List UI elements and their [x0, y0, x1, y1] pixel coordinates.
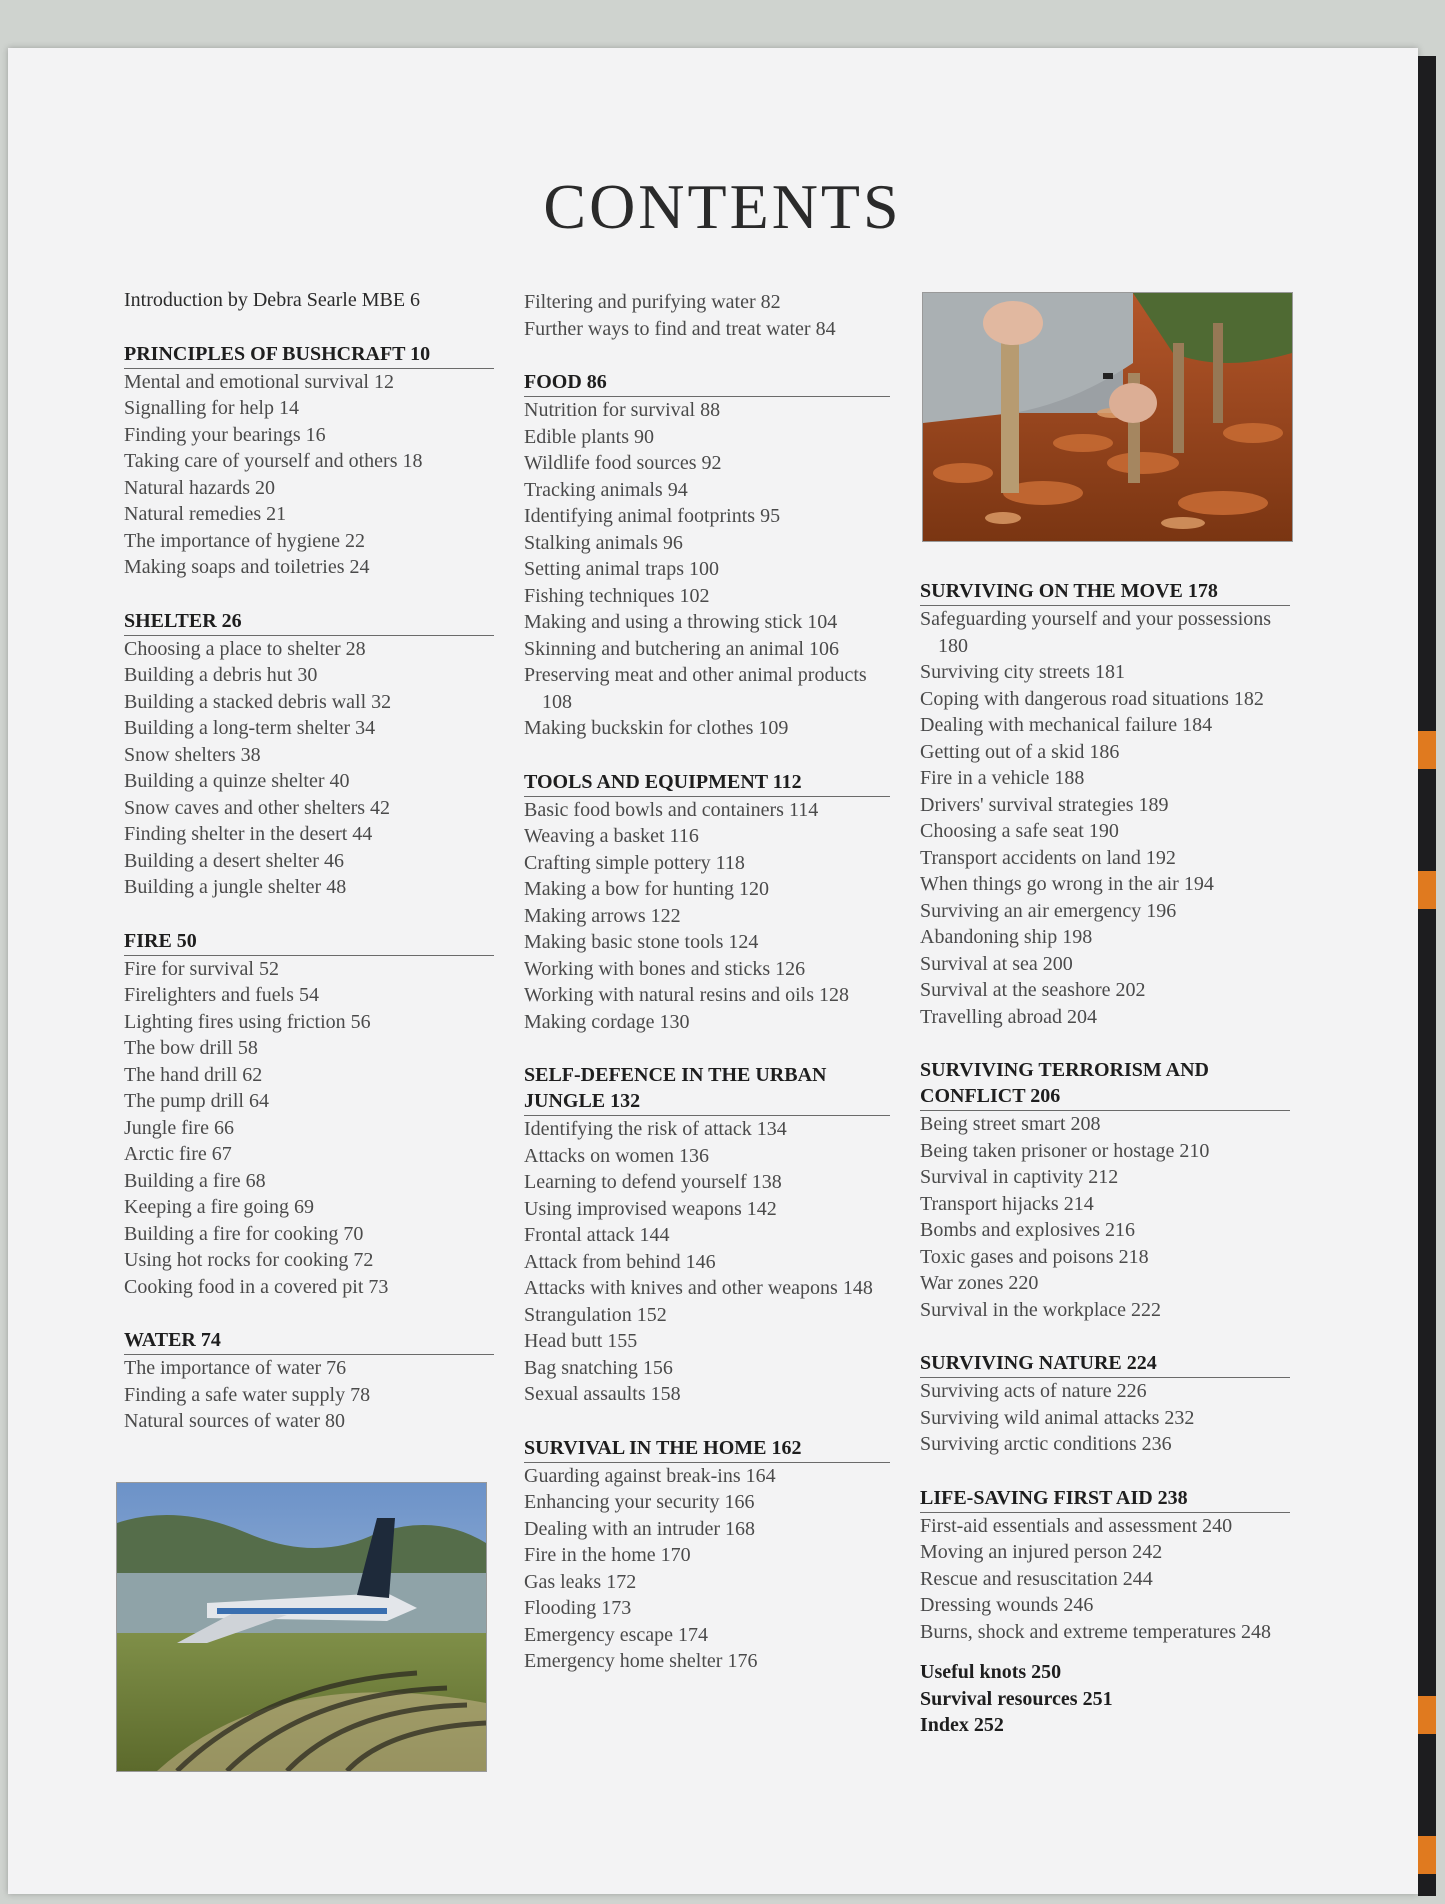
- contents-entry[interactable]: Making buckskin for clothes 109: [524, 717, 789, 739]
- section-heading[interactable]: LIFE-SAVING FIRST AID 238: [920, 1485, 1290, 1513]
- contents-entry[interactable]: Tracking animals 94: [524, 478, 688, 501]
- spine-tab: [1418, 1696, 1436, 1734]
- contents-entry[interactable]: Sexual assaults 158: [524, 1383, 681, 1405]
- contents-entry[interactable]: Attacks with knives and other weapons 148: [524, 1277, 873, 1299]
- contents-entry[interactable]: Snow caves and other shelters 42: [124, 796, 391, 819]
- contents-entry[interactable]: Choosing a place to shelter 28: [124, 637, 366, 660]
- section-heading[interactable]: FOOD 86: [524, 369, 890, 397]
- contents-entry[interactable]: Gas leaks 172: [524, 1570, 637, 1593]
- contents-entry[interactable]: Enhancing your security 166: [524, 1491, 755, 1513]
- section-heading[interactable]: SURVIVING ON THE MOVE 178: [920, 578, 1290, 606]
- contents-entry[interactable]: Snow shelters 38: [124, 743, 261, 766]
- contents-entry[interactable]: Bombs and explosives 216: [920, 1219, 1135, 1241]
- contents-entry[interactable]: Transport accidents on land 192: [920, 846, 1176, 869]
- contents-entry[interactable]: Surviving arctic conditions 236: [920, 1433, 1172, 1455]
- spine-tab: [1418, 731, 1436, 769]
- contents-entry[interactable]: The hand drill 62: [124, 1063, 263, 1086]
- contents-entry[interactable]: Toxic gases and poisons 218: [920, 1245, 1149, 1268]
- contents-entry[interactable]: Surviving an air emergency 196: [920, 899, 1177, 922]
- contents-entry[interactable]: Using improvised weapons 142: [524, 1197, 777, 1220]
- section-heading[interactable]: FIRE 50: [124, 928, 494, 956]
- contents-entry[interactable]: The bow drill 58: [124, 1037, 258, 1059]
- contents-entry[interactable]: Surviving acts of nature 226: [920, 1380, 1147, 1402]
- contents-entry[interactable]: Guarding against break-ins 164: [524, 1464, 776, 1487]
- contents-entry[interactable]: Jungle fire 66: [124, 1116, 234, 1139]
- contents-entry[interactable]: Burns, shock and extreme temperatures 248: [920, 1620, 1272, 1643]
- contents-entry[interactable]: Basic food bowls and containers 114: [524, 798, 819, 821]
- contents-entry[interactable]: Edible plants 90: [524, 425, 654, 448]
- contents-entry[interactable]: Wildlife food sources 92: [524, 452, 722, 474]
- photo-trap-building: [922, 292, 1293, 542]
- contents-entry[interactable]: Fire in a vehicle 188: [920, 767, 1085, 789]
- contents-entry[interactable]: War zones 220: [920, 1272, 1039, 1294]
- contents-entry[interactable]: Attack from behind 146: [524, 1250, 716, 1273]
- section-heading[interactable]: SURVIVING TERRORISM AND CONFLICT 206: [920, 1057, 1290, 1111]
- contents-entry[interactable]: Keeping a fire going 69: [124, 1196, 314, 1218]
- contents-entry[interactable]: Emergency escape 174: [524, 1623, 708, 1646]
- contents-entry[interactable]: Abandoning ship 198: [920, 926, 1093, 948]
- contents-entry[interactable]: Working with bones and sticks 126: [524, 957, 806, 980]
- contents-entry[interactable]: The importance of water 76: [124, 1357, 347, 1379]
- contents-entry[interactable]: Drivers' survival strategies 189: [920, 793, 1169, 816]
- contents-column-3: [920, 578, 1290, 1739]
- contents-entry[interactable]: Identifying the risk of attack 134: [524, 1118, 787, 1140]
- contents-entry[interactable]: Finding a safe water supply 78: [124, 1383, 371, 1406]
- contents-entry[interactable]: Survival at the seashore 202: [920, 979, 1146, 1001]
- contents-entry[interactable]: Building a fire for cooking 70: [124, 1222, 364, 1245]
- contents-entry[interactable]: Emergency home shelter 176: [524, 1650, 758, 1672]
- contents-entry[interactable]: First-aid essentials and assessment 240: [920, 1514, 1233, 1537]
- spine-tab: [1418, 871, 1436, 909]
- contents-intro-entry[interactable]: Introduction by Debra Searle MBE 6: [124, 289, 421, 311]
- contents-entry[interactable]: Stalking animals 96: [524, 531, 683, 554]
- contents-entry[interactable]: Making soaps and toiletries 24: [124, 556, 370, 578]
- contents-entry[interactable]: Fire in the home 170: [524, 1544, 691, 1566]
- photo-plane-crash-image: [117, 1483, 486, 1771]
- contents-entry[interactable]: Rescue and resuscitation 244: [920, 1567, 1153, 1590]
- contents-entry[interactable]: Fire for survival 52: [124, 957, 279, 980]
- contents-entry[interactable]: Dealing with an intruder 168: [524, 1517, 756, 1540]
- contents-entry[interactable]: Natural remedies 21: [124, 503, 287, 525]
- spine-tab: [1418, 1836, 1436, 1874]
- contents-entry[interactable]: Working with natural resins and oils 128: [524, 984, 850, 1006]
- contents-entry[interactable]: Mental and emotional survival 12: [124, 370, 394, 393]
- contents-entry[interactable]: Survival in the workplace 222: [920, 1298, 1162, 1321]
- contents-entry[interactable]: Building a long-term shelter 34: [124, 717, 376, 739]
- contents-entry[interactable]: Weaving a basket 116: [524, 825, 699, 847]
- section-heading[interactable]: SURVIVING NATURE 224: [920, 1350, 1290, 1378]
- contents-entry[interactable]: Flooding 173: [524, 1597, 632, 1619]
- contents-entry[interactable]: Natural hazards 20: [124, 476, 276, 499]
- contents-entry[interactable]: Setting animal traps 100: [524, 558, 719, 580]
- contents-entry[interactable]: The pump drill 64: [124, 1090, 269, 1112]
- contents-entry[interactable]: Building a desert shelter 46: [124, 849, 344, 872]
- contents-entry[interactable]: Travelling abroad 204: [920, 1005, 1098, 1028]
- contents-entry[interactable]: Taking care of yourself and others 18: [124, 450, 423, 472]
- contents-entry[interactable]: Moving an injured person 242: [920, 1541, 1163, 1563]
- contents-entry[interactable]: Dealing with mechanical failure 184: [920, 714, 1213, 736]
- contents-entry[interactable]: Transport hijacks 214: [920, 1192, 1094, 1215]
- contents-entry[interactable]: Surviving wild animal attacks 232: [920, 1406, 1195, 1429]
- contents-entry[interactable]: Finding shelter in the desert 44: [124, 823, 373, 845]
- section-heading[interactable]: SURVIVAL IN THE HOME 162: [524, 1435, 890, 1463]
- contents-entry[interactable]: Firelighters and fuels 54: [124, 984, 319, 1006]
- contents-entry[interactable]: Learning to defend yourself 138: [524, 1171, 782, 1193]
- contents-entry[interactable]: Building a quinze shelter 40: [124, 770, 350, 792]
- contents-entry[interactable]: Strangulation 152: [524, 1303, 667, 1326]
- contents-entry[interactable]: Nutrition for survival 88: [524, 399, 721, 421]
- contents-entry[interactable]: Preserving meat and other animal products 108: [524, 664, 867, 713]
- contents-entry[interactable]: Making cordage 130: [524, 1010, 690, 1033]
- contents-entry[interactable]: Surviving city streets 181: [920, 661, 1125, 683]
- contents-entry[interactable]: Further ways to find and treat water 84: [524, 317, 836, 340]
- section-heading[interactable]: SELF-DEFENCE IN THE URBAN JUNGLE 132: [524, 1062, 890, 1116]
- section-heading[interactable]: PRINCIPLES OF BUSHCRAFT 10: [124, 341, 494, 369]
- contents-entry[interactable]: Survival at sea 200: [920, 952, 1073, 975]
- contents-entry[interactable]: Safeguarding yourself and your possessions 180: [920, 608, 1272, 657]
- contents-entry[interactable]: Head butt 155: [524, 1330, 638, 1352]
- contents-entry[interactable]: Frontal attack 144: [524, 1224, 670, 1246]
- contents-end-entry[interactable]: Survival resources 251: [920, 1687, 1113, 1710]
- contents-entry[interactable]: Being street smart 208: [920, 1113, 1101, 1135]
- contents-entry[interactable]: When things go wrong in the air 194: [920, 873, 1214, 895]
- photo-plane-crash: [116, 1482, 487, 1772]
- section-heading[interactable]: TOOLS AND EQUIPMENT 112: [524, 769, 890, 797]
- contents-entry[interactable]: The importance of hygiene 22: [124, 529, 366, 552]
- spacer: [920, 1645, 1290, 1659]
- contents-entry[interactable]: Building a debris hut 30: [124, 664, 318, 686]
- contents-entry[interactable]: Dressing wounds 246: [920, 1594, 1094, 1616]
- contents-entry[interactable]: Making arrows 122: [524, 904, 681, 927]
- contents-entry[interactable]: Skinning and butchering an animal 106: [524, 637, 839, 660]
- contents-entry[interactable]: Using hot rocks for cooking 72: [124, 1249, 374, 1271]
- contents-entry[interactable]: Arctic fire 67: [124, 1143, 232, 1165]
- contents-entry[interactable]: Building a stacked debris wall 32: [124, 690, 392, 713]
- photo-trap-building-image: [923, 293, 1292, 541]
- section-heading[interactable]: WATER 74: [124, 1327, 494, 1355]
- section-heading[interactable]: SHELTER 26: [124, 608, 494, 636]
- contents-entry[interactable]: Natural sources of water 80: [124, 1410, 346, 1432]
- contents-entry[interactable]: Building a fire 68: [124, 1169, 266, 1192]
- contents-entry[interactable]: Cooking food in a covered pit 73: [124, 1275, 389, 1298]
- contents-entry[interactable]: Being taken prisoner or hostage 210: [920, 1139, 1210, 1162]
- contents-entry[interactable]: Getting out of a skid 186: [920, 740, 1120, 763]
- contents-column-1: [124, 287, 494, 1435]
- contents-entry[interactable]: Choosing a safe seat 190: [920, 820, 1119, 842]
- contents-entry[interactable]: Building a jungle shelter 48: [124, 876, 347, 898]
- contents-entry[interactable]: Bag snatching 156: [524, 1356, 673, 1379]
- contents-entry[interactable]: Making basic stone tools 124: [524, 931, 759, 953]
- contents-end-entry[interactable]: Useful knots 250: [920, 1661, 1062, 1683]
- book-spine: [1418, 56, 1436, 1896]
- contents-entry[interactable]: Attacks on women 136: [524, 1144, 709, 1167]
- contents-entry[interactable]: Making a bow for hunting 120: [524, 878, 769, 900]
- contents-entry[interactable]: Crafting simple pottery 118: [524, 851, 745, 874]
- contents-column-2: [524, 289, 890, 1675]
- contents-entry[interactable]: Lighting fires using friction 56: [124, 1010, 371, 1033]
- contents-entry[interactable]: Signalling for help 14: [124, 397, 299, 419]
- contents-end-entry[interactable]: Index 252: [920, 1714, 1004, 1736]
- contents-entry[interactable]: Making and using a throwing stick 104: [524, 611, 838, 633]
- contents-entry[interactable]: Coping with dangerous road situations 182: [920, 687, 1264, 710]
- page-title: CONTENTS: [543, 171, 902, 242]
- contents-entry[interactable]: Survival in captivity 212: [920, 1166, 1119, 1188]
- contents-entry[interactable]: Filtering and purifying water 82: [524, 291, 781, 313]
- contents-entry[interactable]: Identifying animal footprints 95: [524, 505, 781, 527]
- contents-entry[interactable]: Fishing techniques 102: [524, 584, 710, 607]
- contents-entry[interactable]: Finding your bearings 16: [124, 423, 326, 446]
